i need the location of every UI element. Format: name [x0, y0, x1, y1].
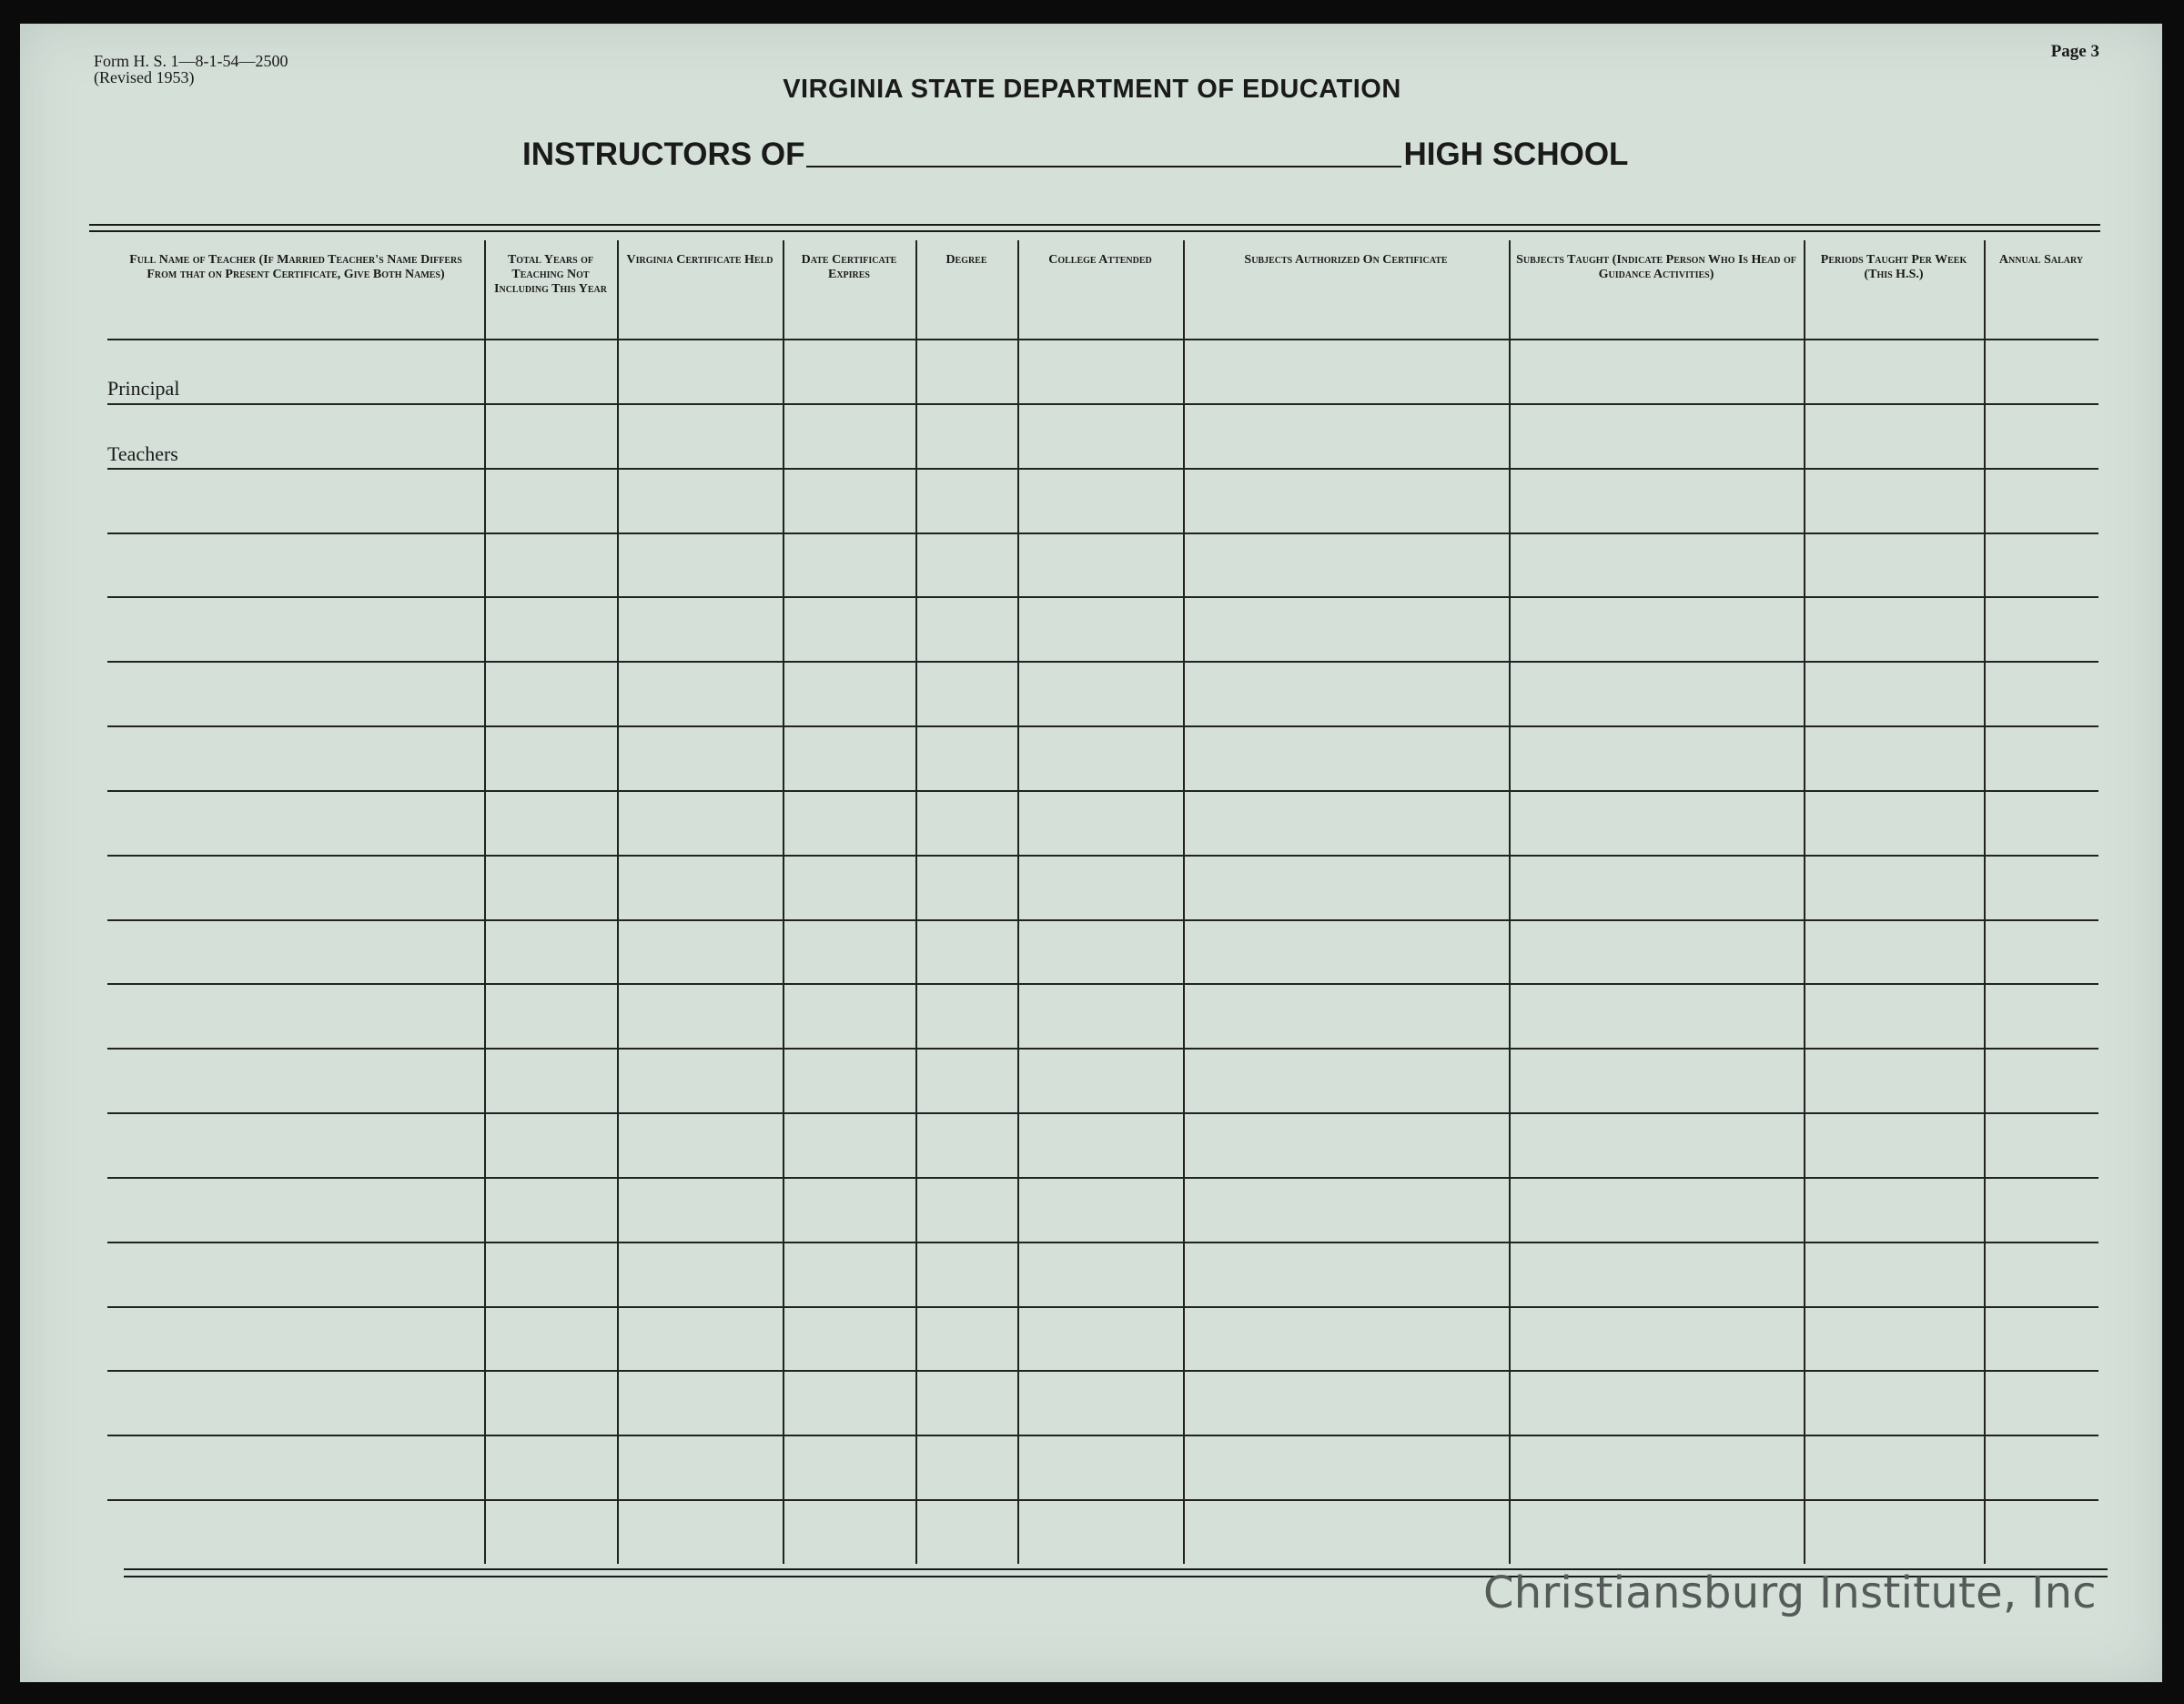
instructors-suffix: HIGH SCHOOL: [1403, 137, 1629, 172]
table-row[interactable]: [107, 532, 2098, 534]
table-row[interactable]: [107, 1242, 2098, 1243]
column-divider: [1984, 240, 1986, 1564]
table-row[interactable]: [107, 661, 2098, 663]
watermark-text: Christiansburg Institute, Inc: [1482, 1567, 2097, 1618]
table-row[interactable]: [107, 1306, 2098, 1308]
department-title: VIRGINIA STATE DEPARTMENT OF EDUCATION: [783, 75, 1401, 104]
header-underline: [107, 339, 2098, 340]
column-divider: [1183, 240, 1185, 1564]
table-row[interactable]: [107, 1048, 2098, 1050]
table-row[interactable]: [107, 725, 2098, 727]
column-header-degree: Degree: [945, 253, 987, 267]
column-header-periods: Periods Taught Per Week (This H.S.): [1820, 253, 1967, 281]
table-row[interactable]: [107, 1435, 2098, 1436]
table-row[interactable]: [107, 983, 2098, 985]
column-divider: [1017, 240, 1019, 1564]
column-header-salary: Annual Salary: [1998, 253, 2084, 267]
table-row[interactable]: [107, 596, 2098, 598]
table-row[interactable]: [107, 855, 2098, 857]
table-row[interactable]: [107, 1370, 2098, 1372]
table-row[interactable]: [107, 403, 2098, 405]
column-divider: [484, 240, 486, 1564]
form-number: Form H. S. 1—8-1-54—2500: [94, 52, 288, 70]
table-row[interactable]: [107, 468, 2098, 470]
column-header-expires: Date Certificate Expires: [801, 253, 897, 281]
table-row[interactable]: [107, 1499, 2098, 1501]
row-label-teachers: Teachers: [107, 442, 178, 465]
column-divider: [1509, 240, 1511, 1564]
column-divider: [915, 240, 917, 1564]
table-row[interactable]: [107, 919, 2098, 921]
row-label-principal: Principal: [107, 377, 180, 400]
column-header-years: Total Years of Teaching Not Including This Year: [494, 253, 607, 296]
page-number: Page 3: [2050, 42, 2099, 61]
table-row[interactable]: [107, 1112, 2098, 1114]
table-row[interactable]: [107, 790, 2098, 792]
column-header-name: Full Name of Teacher (If Married Teacher's Name Differs From that on Present Certificate, Give Both Names): [129, 253, 462, 281]
column-header-authorized: Subjects Authorized On Certificate: [1244, 253, 1448, 267]
form-revised: (Revised 1953): [94, 68, 195, 86]
column-header-taught: Subjects Taught (Indicate Person Who Is Head of Guidance Activities): [1516, 253, 1796, 281]
column-divider: [617, 240, 619, 1564]
column-divider: [783, 240, 784, 1564]
column-header-college: College Attended: [1048, 253, 1152, 267]
instructors-prefix: INSTRUCTORS OF: [522, 137, 805, 172]
column-divider: [1804, 240, 1805, 1564]
column-header-certificate: Virginia Certificate Held: [626, 253, 774, 267]
table-row[interactable]: [107, 1177, 2098, 1179]
